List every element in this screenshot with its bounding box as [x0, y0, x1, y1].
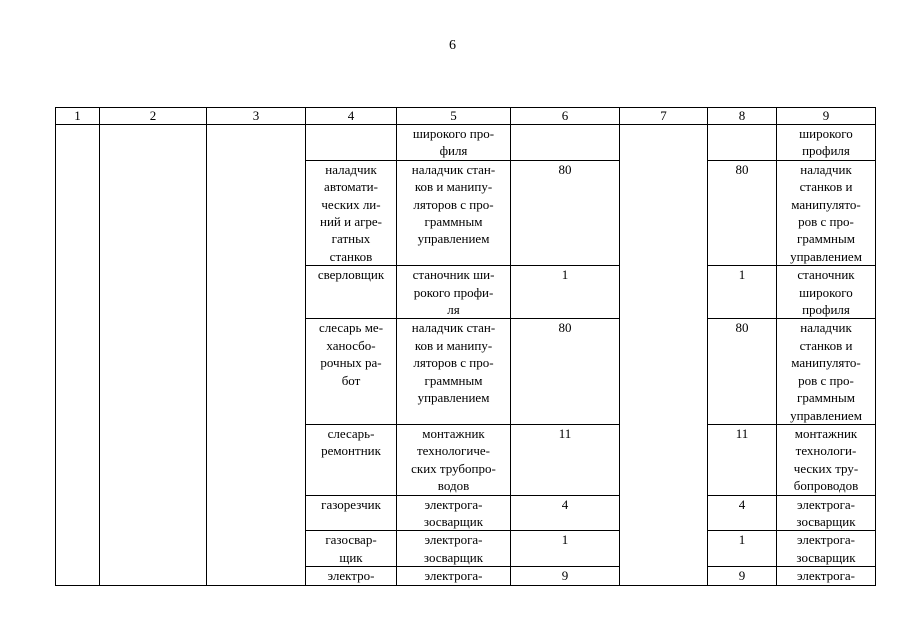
document-table: [55, 107, 876, 586]
cell-c4: [306, 125, 397, 161]
cell-c4: слесарь- ремонтник: [306, 424, 397, 495]
column-header: 4: [306, 108, 397, 125]
cell-c4: слесарь ме- ханосбо- рочных ра- бот: [306, 319, 397, 424]
cell-c5: станочник ши- рокого профи- ля: [397, 266, 511, 319]
cell-c6: 1: [511, 266, 620, 319]
cell-c4: наладчик автомати- ческих ли- ний и агре- гатных станков: [306, 160, 397, 265]
cell-c9: наладчик станков и манипулято- ров с про- граммным управлением: [777, 160, 876, 265]
cell-c9: станочник широкого профиля: [777, 266, 876, 319]
column-header: 1: [56, 108, 100, 125]
cell-c8: 80: [708, 319, 777, 424]
column-header: 9: [777, 108, 876, 125]
table-row: [56, 125, 876, 161]
empty-cell-col7: [620, 125, 708, 586]
cell-c6: 11: [511, 424, 620, 495]
cell-c5: широкого про- филя: [397, 125, 511, 161]
column-header: 2: [100, 108, 207, 125]
cell-c8: 1: [708, 531, 777, 567]
column-header: 3: [207, 108, 306, 125]
cell-c5: наладчик стан- ков и манипу- ляторов с про- граммным управлением: [397, 160, 511, 265]
empty-cell-col2: [100, 125, 207, 586]
empty-cell-col1: [56, 125, 100, 586]
cell-c8: [708, 125, 777, 161]
cell-c9: электрога- зосварщик: [777, 495, 876, 531]
cell-c6: 4: [511, 495, 620, 531]
cell-c8: 9: [708, 567, 777, 585]
cell-c5: наладчик стан- ков и манипу- ляторов с про- граммным управлением: [397, 319, 511, 424]
cell-c9: широкого профиля: [777, 125, 876, 161]
cell-c6: [511, 125, 620, 161]
cell-c8: 1: [708, 266, 777, 319]
page-number: 6: [449, 38, 456, 53]
cell-c6: 9: [511, 567, 620, 585]
cell-c4: сверловщик: [306, 266, 397, 319]
cell-c5: монтажник технологиче- ских трубопро- водов: [397, 424, 511, 495]
column-header: 8: [708, 108, 777, 125]
cell-c4: газосвар- щик: [306, 531, 397, 567]
cell-c8: 11: [708, 424, 777, 495]
cell-c4: электро-: [306, 567, 397, 585]
cell-c9: наладчик станков и манипулято- ров с про- граммным управлением: [777, 319, 876, 424]
cell-c5: электрога- зосварщик: [397, 495, 511, 531]
cell-c8: 80: [708, 160, 777, 265]
cell-c9: электрога- зосварщик: [777, 531, 876, 567]
cell-c6: 80: [511, 319, 620, 424]
table-header-row: [56, 108, 876, 125]
column-header: 6: [511, 108, 620, 125]
cell-c8: 4: [708, 495, 777, 531]
column-header: 7: [620, 108, 708, 125]
cell-c6: 80: [511, 160, 620, 265]
cell-c5: электрога-: [397, 567, 511, 585]
cell-c9: электрога-: [777, 567, 876, 585]
column-header: 5: [397, 108, 511, 125]
empty-cell-col3: [207, 125, 306, 586]
cell-c9: монтажник технологи- ческих тру- бопроводов: [777, 424, 876, 495]
cell-c4: газорезчик: [306, 495, 397, 531]
cell-c6: 1: [511, 531, 620, 567]
cell-c5: электрога- зосварщик: [397, 531, 511, 567]
